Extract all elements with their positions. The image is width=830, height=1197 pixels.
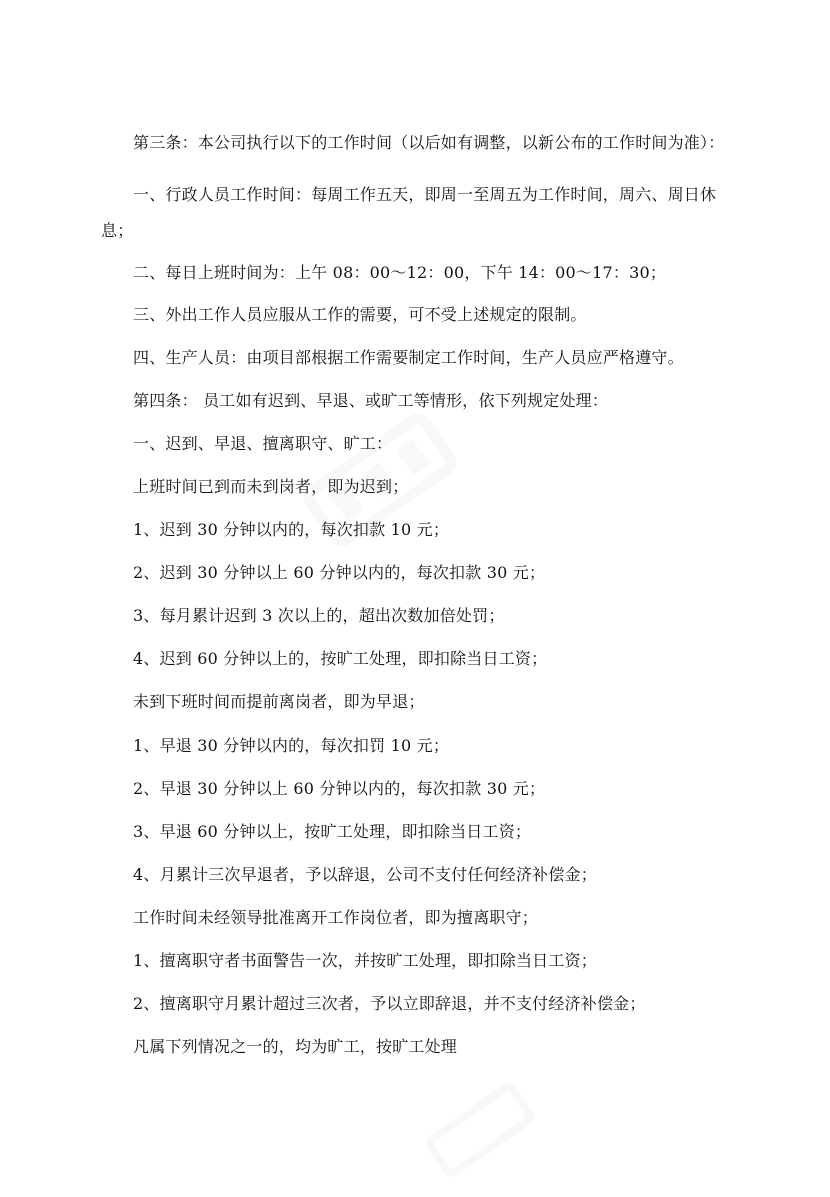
late-rule-2: 2、迟到 30 分钟以上 60 分钟以内的，每次扣款 30 元； [133,563,546,582]
clause-3-2: 二、每日上班时间为：上午 08：00～12：00，下午 14：00～17：30； [133,263,667,282]
article-4-heading: 第四条： 员工如有迟到、早退、或旷工等情形，依下列规定处理： [133,391,609,410]
absenteeism-intro: 凡属下列情况之一的，均为旷工，按旷工处理 [133,1037,458,1056]
late-definition: 上班时间已到而未到岗者，即为迟到； [133,477,409,496]
late-rule-3: 3、每月累计迟到 3 次以上的，超出次数加倍处罚； [133,606,505,625]
clause-3-3: 三、外出工作人员应服从工作的需要，可不受上述规定的限制。 [133,305,587,324]
clause-3-1: 一、行政人员工作时间：每周工作五天，即周一至周五为工作时间，周六、周日休 [133,185,717,204]
late-rule-1: 1、迟到 30 分钟以内的，每次扣款 10 元； [133,520,450,539]
early-leave-rule-1: 1、早退 30 分钟以内的，每次扣罚 10 元； [133,736,450,755]
article-3-heading: 第三条：本公司执行以下的工作时间（以后如有调整，以新公布的工作时间为准）： [133,133,725,152]
absence-from-post-rule-1: 1、擅离职守者书面警告一次，并按旷工处理，即扣除当日工资； [133,951,597,970]
clause-3-1-continued: 息； [101,221,134,240]
clause-3-4: 四、生产人员：由项目部根据工作需要制定工作时间，生产人员应严格遵守。 [133,348,684,367]
late-rule-4: 4、迟到 60 分钟以上的，按旷工处理，即扣除当日工资； [133,649,548,668]
early-leave-definition: 未到下班时间而提前离岗者，即为早退； [133,692,425,711]
early-leave-rule-4: 4、月累计三次早退者，予以辞退，公司不支付任何经济补偿金； [133,865,597,884]
section-4-1-heading: 一、迟到、早退、擅离职守、旷工： [133,434,393,453]
absence-from-post-definition: 工作时间未经领导批准离开工作岗位者，即为擅离职守； [133,908,539,927]
early-leave-rule-3: 3、早退 60 分钟以上，按旷工处理，即扣除当日工资； [133,822,532,841]
absence-from-post-rule-2: 2、擅离职守月累计超过三次者，予以立即辞退，并不支付经济补偿金； [133,994,646,1013]
early-leave-rule-2: 2、早退 30 分钟以上 60 分钟以内的，每次扣款 30 元； [133,779,546,798]
watermark-bottom-icon [408,1063,552,1197]
